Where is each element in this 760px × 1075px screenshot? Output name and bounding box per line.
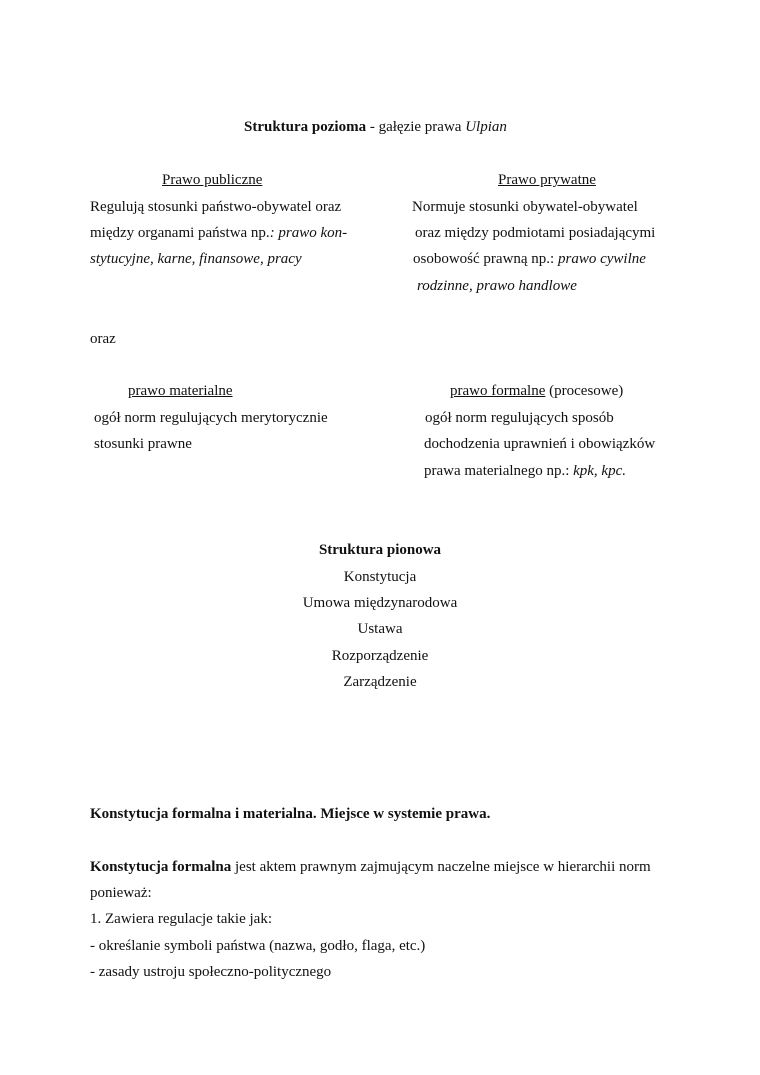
formal-law-line-2: dochodzenia uprawnień i obowiązków — [424, 436, 656, 452]
public-law-line-1: Regulują stosunki państwo-obywatel oraz — [90, 199, 342, 215]
private-law-line-1: Normuje stosunki obywatel-obywatel — [412, 199, 638, 215]
horizontal-structure-heading — [244, 117, 507, 137]
constitution-paragraph-line-2: ponieważ: — [90, 885, 152, 901]
constitution-bullet: - określanie symboli państwa (nazwa, godło, flaga, etc.) — [90, 938, 426, 954]
private-law-line-3-italic: prawo cywilne — [557, 251, 646, 267]
formal-law-title — [450, 381, 623, 401]
formal-law-title-underlined: prawo formalne — [450, 383, 546, 399]
public-law-title: Prawo publiczne — [162, 172, 263, 188]
public-law-line-2 — [90, 223, 347, 243]
formal-law-title-suffix: (procesowe) — [545, 383, 624, 399]
constitution-paragraph-rest: jest aktem prawnym zajmującym naczelne miejsce w hierarchii norm — [231, 859, 651, 875]
constitution-bullet: - zasady ustroju społeczno-politycznego — [90, 964, 332, 980]
public-law-line-3: stytucyjne, karne, finansowe, pracy — [90, 251, 302, 267]
constitution-list-intro: 1. Zawiera regulacje takie jak: — [90, 911, 272, 927]
private-law-line-3 — [413, 249, 646, 269]
formal-law-line-3-italic: kpk, kpc. — [573, 463, 626, 479]
constitution-heading: Konstytucja formalna i materialna. Miejsce w systemie prawa. — [90, 806, 491, 822]
heading-bold-part: Struktura pozioma — [244, 119, 367, 135]
material-law-line-2: stosunki prawne — [94, 436, 192, 452]
material-law-title: prawo materialne — [128, 383, 233, 399]
private-law-title: Prawo prywatne — [498, 172, 596, 188]
hierarchy-item: Rozporządzenie — [331, 648, 429, 664]
heading-plain-part: - gałęzie prawa — [366, 119, 466, 135]
public-law-line-2-italic: : prawo kon- — [269, 225, 348, 241]
hierarchy-item: Umowa międzynarodowa — [302, 595, 458, 611]
private-law-line-4: rodzinne, prawo handlowe — [417, 278, 577, 294]
constitution-formal-term: Konstytucja formalna — [90, 859, 232, 875]
private-law-line-2: oraz między podmiotami posiadającymi — [415, 225, 656, 241]
formal-law-line-3 — [424, 461, 626, 481]
hierarchy-item: Konstytucja — [343, 569, 417, 585]
vertical-structure-heading: Struktura pionowa — [318, 542, 442, 558]
private-law-line-3-plain: osobowość prawną np.: — [413, 251, 558, 267]
hierarchy-item: Zarządzenie — [343, 674, 417, 690]
hierarchy-item: Ustawa — [357, 621, 403, 637]
formal-law-line-3-plain: prawa materialnego np.: — [424, 463, 574, 479]
heading-italic-part: Ulpian — [465, 119, 507, 135]
formal-law-line-1: ogół norm regulujących sposób — [425, 410, 614, 426]
constitution-paragraph-line-1 — [90, 857, 651, 877]
oraz-text: oraz — [90, 331, 116, 347]
material-law-line-1: ogół norm regulujących merytorycznie — [94, 410, 328, 426]
public-law-line-2-plain: między organami państwa np. — [90, 225, 270, 241]
